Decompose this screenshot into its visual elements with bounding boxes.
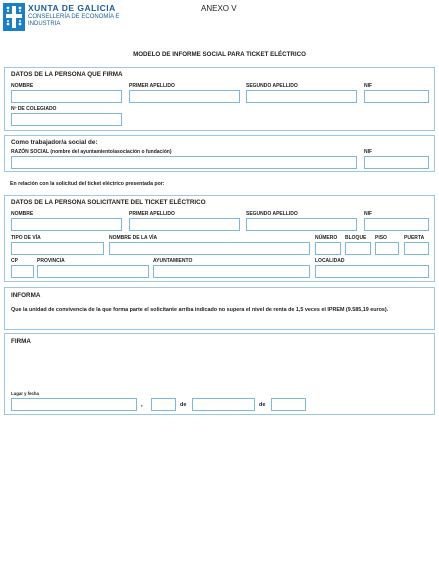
signer-primer-apellido-label: PRIMER APELLIDO [129,83,175,89]
signer-primer-apellido-field[interactable] [129,90,240,103]
piso-label: PISO [375,235,387,241]
razon-social-label: RAZÓN SOCIAL (nombre del ayuntamiento/asociación o fundación) [11,149,172,155]
de-separator-1: de [180,402,187,408]
provincia-field[interactable] [37,265,149,278]
worker-section [4,135,435,172]
ayuntamiento-label: AYUNTAMIENTO [153,258,193,264]
puerta-field[interactable] [404,242,429,255]
applicant-section-title: DATOS DE LA PERSONA SOLICITANTE DEL TICKET ELÉCTRICO [11,199,206,206]
signer-nombre-field[interactable] [11,90,122,103]
puerta-label: PUERTA [404,235,425,241]
comma-separator: , [141,402,143,408]
applicant-section [4,195,435,282]
firma-section-title: FIRMA [11,338,31,345]
tipo-via-label: TIPO DE VÍA [11,235,41,241]
provincia-label: PROVINCIA [37,258,65,264]
firma-section [4,333,435,415]
informa-section [4,287,435,330]
applicant-primer-apellido-field[interactable] [129,218,240,231]
cp-field[interactable] [11,265,34,278]
localidad-field[interactable] [315,265,429,278]
applicant-nif-field[interactable] [364,218,429,231]
month-field[interactable] [192,398,255,411]
cp-label: CP [11,258,18,264]
day-field[interactable] [151,398,176,411]
applicant-nif-label: NIF [364,211,373,217]
bloque-label: BLOQUE [345,235,367,241]
signer-colegiado-label: Nº DE COLEGIADO [11,106,57,112]
numero-label: NÚMERO [315,235,338,241]
signer-nif-field[interactable] [364,90,429,103]
nombre-via-field[interactable] [109,242,310,255]
piso-field[interactable] [375,242,399,255]
place-date-label: Lugar y fecha [11,391,39,396]
annex-label: ANEXO V [201,4,237,13]
localidad-label: LOCALIDAD [315,258,345,264]
applicant-nombre-label: NOMBRE [11,211,34,217]
nombre-via-label: NOMBRE DE LA VÍA [109,235,158,241]
numero-field[interactable] [315,242,341,255]
signer-section-title: DATOS DE LA PERSONA QUE FIRMA [11,71,123,78]
signer-section [4,67,435,131]
tipo-via-field[interactable] [11,242,104,255]
signer-nombre-label: NOMBRE [11,83,34,89]
razon-social-field[interactable] [11,156,357,169]
informa-text: Que la unidad de convivencia de la que forma parte el solicitante arriba indicado no supera el nivel de renta de 1,5 veces el IPREM (9.585,19 euros). [11,307,389,313]
bloque-field[interactable] [345,242,371,255]
xunta-logo [3,3,25,31]
year-field[interactable] [271,398,306,411]
applicant-segundo-apellido-label: SEGUNDO APELLIDO [246,211,298,217]
org-department: CONSELLERÍA DE ECONOMÍA E INDUSTRIA [28,14,120,27]
relation-note: En relación con la solicitud del ticket eléctrico presentada por: [10,181,165,187]
ayuntamiento-field[interactable] [153,265,310,278]
worker-section-title: Como trabajador/a social de: [11,139,98,146]
applicant-segundo-apellido-field[interactable] [246,218,357,231]
signer-segundo-apellido-field[interactable] [246,90,357,103]
document-title: MODELO DE INFORME SOCIAL PARA TICKET ELÉCTRICO [133,51,306,58]
applicant-primer-apellido-label: PRIMER APELLIDO [129,211,175,217]
worker-nif-field[interactable] [364,156,429,169]
org-name: XUNTA DE GALICIA [28,3,116,13]
signer-nif-label: NIF [364,83,373,89]
place-field[interactable] [11,398,137,411]
worker-nif-label: NIF [364,149,373,155]
signer-segundo-apellido-label: SEGUNDO APELLIDO [246,83,298,89]
applicant-nombre-field[interactable] [11,218,122,231]
informa-section-title: INFORMA [11,292,41,299]
xunta-cross-icon [3,3,25,31]
signer-colegiado-field[interactable] [11,113,122,126]
de-separator-2: de [259,402,266,408]
